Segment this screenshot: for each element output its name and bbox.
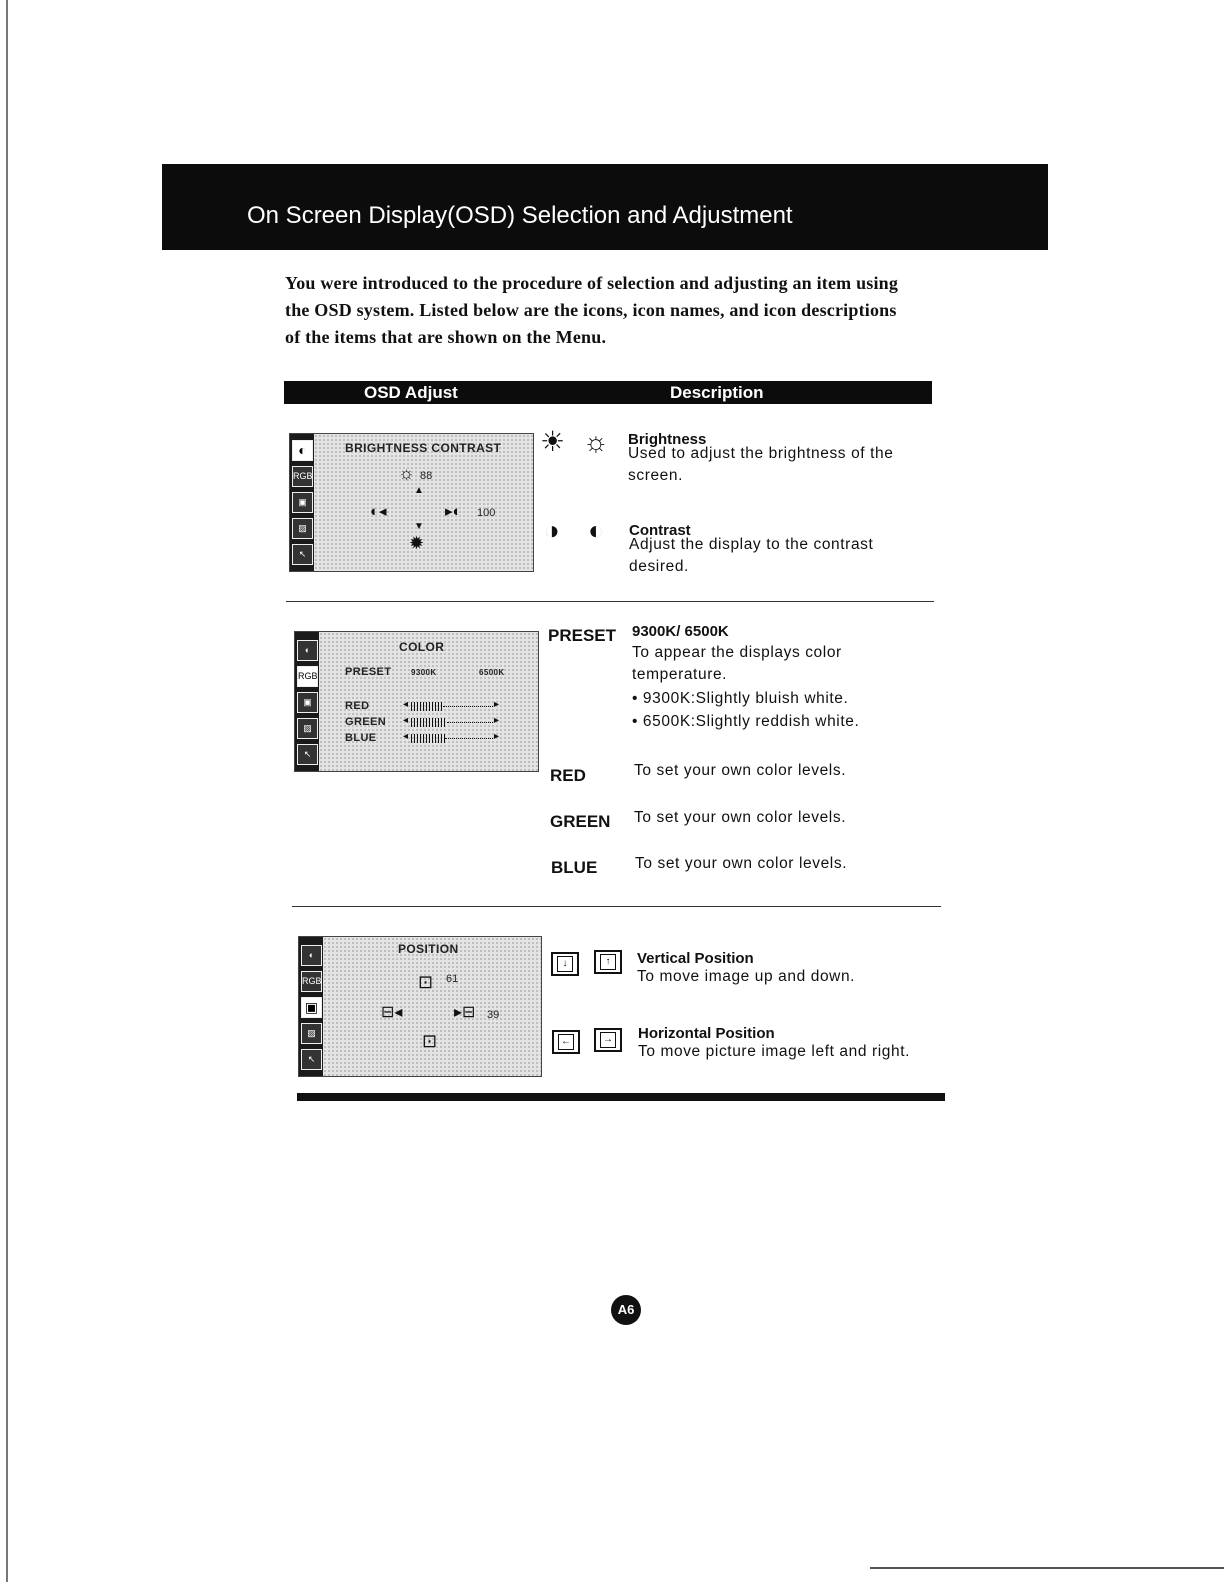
preset-description: To appear the displays color temperature. [632, 644, 842, 683]
blue-description: To set your own color levels. [635, 855, 848, 872]
clock-phase-menu-icon: ▨ [292, 518, 313, 539]
up-arrow-icon: ▲ [414, 485, 424, 496]
preset-label: PRESET [548, 626, 617, 645]
blue-label: BLUE [551, 858, 598, 877]
osd-preset-6500k: 6500K [479, 668, 505, 677]
brightness-filled-sun-icon: ☀ [540, 426, 566, 457]
page-title: On Screen Display(OSD) Selection and Adjustment [247, 202, 793, 229]
rgb-menu-icon: RGB [297, 666, 318, 687]
vertical-position-heading: Vertical Position [637, 950, 754, 967]
horizontal-position-description: To move picture image left and right. [638, 1043, 911, 1060]
green-label: GREEN [550, 812, 611, 831]
section-divider [292, 906, 941, 907]
vertical-value: 61 [446, 973, 459, 985]
osd-brightness-contrast-screen [289, 433, 534, 572]
vertical-up-icon: ⊡ [418, 972, 434, 992]
contrast-outline-icon: ◑ [544, 515, 560, 545]
brightness-heading: Brightness [628, 431, 707, 448]
vertical-down-position-icon: ↓ [551, 952, 579, 976]
osd-red-label: RED [345, 700, 370, 712]
osd-title-position: POSITION [398, 942, 459, 956]
brightness-outline-sun-icon: ☼ [583, 426, 609, 457]
brightness-menu-icon: ◐ [297, 640, 318, 661]
bottom-rule-bar [297, 1093, 945, 1101]
osd-blue-label: BLUE [345, 732, 377, 744]
red-label: RED [550, 766, 586, 785]
vertical-down-icon: ⊡ [422, 1031, 438, 1051]
green-level-bar: ◂ ▸ [403, 715, 499, 726]
preset-bullet-9300k: • 9300K:Slightly bluish white. [632, 690, 849, 707]
intro-paragraph: You were introduced to the procedure of selection and adjusting an item using the OSD system. Listed below are the icons, icon names, and icon descriptions of the items that are shown on the Menu. [285, 273, 899, 347]
contrast-description: Adjust the display to the contrast desired. [629, 536, 874, 575]
section-divider [286, 601, 934, 602]
setup-menu-icon: ↖ [301, 1049, 322, 1070]
scan-edge-line [870, 1567, 1224, 1569]
blue-level-bar: ◂ ▸ [403, 731, 499, 742]
red-level-bar: ◂ ▸ [403, 699, 499, 710]
contrast-high-icon: ▸◐ [445, 503, 462, 520]
brightness-sun-icon: ☼ [398, 463, 415, 483]
contrast-filled-icon: ◐ [588, 515, 604, 545]
column-osd-adjust: OSD Adjust [364, 383, 458, 402]
brightness-description: Used to adjust the brightness of the screen. [628, 445, 894, 484]
position-menu-icon: ▣ [297, 692, 318, 713]
osd-menu-sidebar [290, 434, 314, 571]
osd-preset-9300k: 9300K [411, 668, 437, 677]
osd-position-screen [298, 936, 542, 1077]
page-number-badge: A6 [611, 1295, 641, 1325]
column-header-bar [284, 381, 932, 404]
position-menu-icon: ▣ [301, 997, 322, 1018]
osd-title-color: COLOR [399, 640, 445, 654]
osd-green-label: GREEN [345, 716, 387, 728]
rgb-menu-icon: RGB [301, 971, 322, 992]
horizontal-right-icon: ▸⊟ [454, 1004, 476, 1021]
osd-color-screen [294, 631, 539, 772]
horizontal-left-position-icon: ← [552, 1030, 580, 1054]
brightness-menu-icon: ◐ [301, 945, 322, 966]
position-menu-icon: ▣ [292, 492, 313, 513]
preset-bullet-6500k: • 6500K:Slightly reddish white. [632, 713, 860, 730]
vertical-up-position-icon: ↑ [594, 950, 622, 974]
clock-phase-menu-icon: ▨ [297, 718, 318, 739]
column-description: Description [670, 383, 764, 402]
horizontal-position-heading: Horizontal Position [638, 1025, 775, 1042]
clock-phase-menu-icon: ▨ [301, 1023, 322, 1044]
title-banner [162, 164, 1048, 250]
osd-menu-sidebar [295, 632, 319, 771]
page-edge-line [6, 0, 8, 1582]
horizontal-value: 39 [487, 1009, 500, 1021]
green-description: To set your own color levels. [634, 809, 847, 826]
down-arrow-icon: ▼ [414, 521, 424, 532]
horizontal-left-icon: ⊟◂ [381, 1004, 403, 1021]
osd-title-brightness-contrast: BRIGHTNESS CONTRAST [345, 441, 502, 455]
osd-menu-sidebar [299, 937, 323, 1076]
brightness-value: 88 [420, 470, 433, 482]
preset-heading: 9300K/ 6500K [632, 623, 729, 640]
brightness-dark-icon: ✹ [409, 533, 425, 553]
rgb-menu-icon: RGB [292, 466, 313, 487]
setup-menu-icon: ↖ [292, 544, 313, 565]
brightness-menu-icon: ◐ [292, 440, 313, 461]
contrast-value: 100 [477, 507, 496, 519]
horizontal-right-position-icon: → [594, 1028, 622, 1052]
contrast-low-icon: ◐◂ [370, 503, 387, 520]
vertical-position-description: To move image up and down. [637, 968, 856, 985]
red-description: To set your own color levels. [634, 762, 847, 779]
osd-preset-label: PRESET [345, 666, 392, 678]
contrast-heading: Contrast [629, 522, 691, 539]
setup-menu-icon: ↖ [297, 744, 318, 765]
